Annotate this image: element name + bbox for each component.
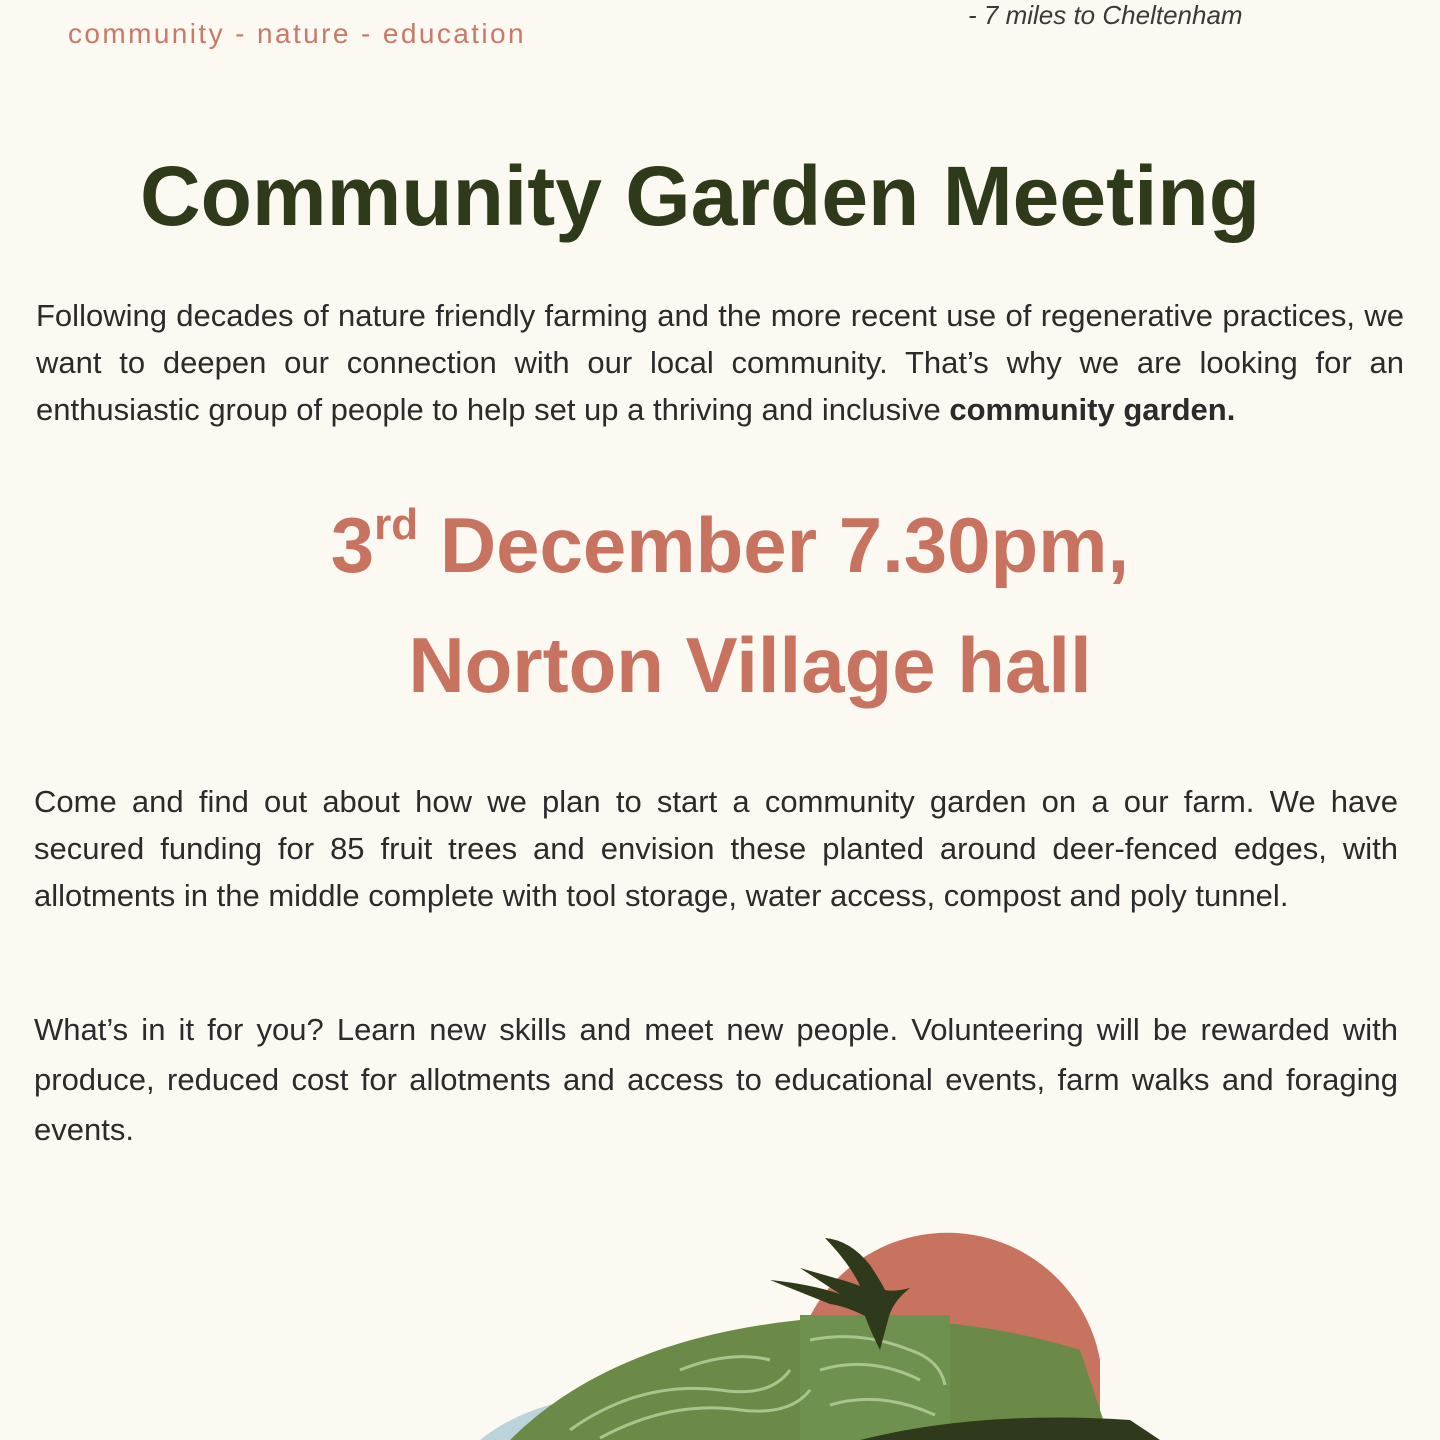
event-day-suffix: rd <box>374 500 419 549</box>
event-day: 3 <box>330 501 375 589</box>
logo-fragment <box>110 0 560 6</box>
event-date-time <box>0 500 1440 591</box>
tagline: community - nature - education <box>68 18 526 49</box>
farm-landscape-illustration <box>440 1220 1160 1440</box>
intro-text: Following decades of nature friendly farming and the more recent use of regenerative practices, we want to deepen our connection with our local community. That’s why we are looking for an enthusiastic group of people to help set up a thriving and inclusive <box>36 298 1404 427</box>
distance-note: - 7 miles to Cheltenham <box>968 0 1243 30</box>
intro-paragraph <box>36 292 1404 433</box>
event-date-rest: December 7.30pm, <box>418 501 1130 589</box>
plan-paragraph: Come and find out about how we plan to start a community garden on a our farm. We have secured funding for 85 fruit trees and envision these planted around deer-fenced edges, with allotments in the middle complete with tool storage, water access, compost and poly tunnel. <box>34 784 1398 913</box>
page-title: Community Garden Meeting <box>139 149 1261 243</box>
event-venue: Norton Village hall <box>408 621 1092 709</box>
intro-emphasis: community garden. <box>949 392 1236 427</box>
benefits-paragraph: What’s in it for you? Learn new skills and meet new people. Volunteering will be rewarded with produce, reduced cost for allotments and access to educational events, farm walks and foraging events. <box>34 1012 1398 1147</box>
